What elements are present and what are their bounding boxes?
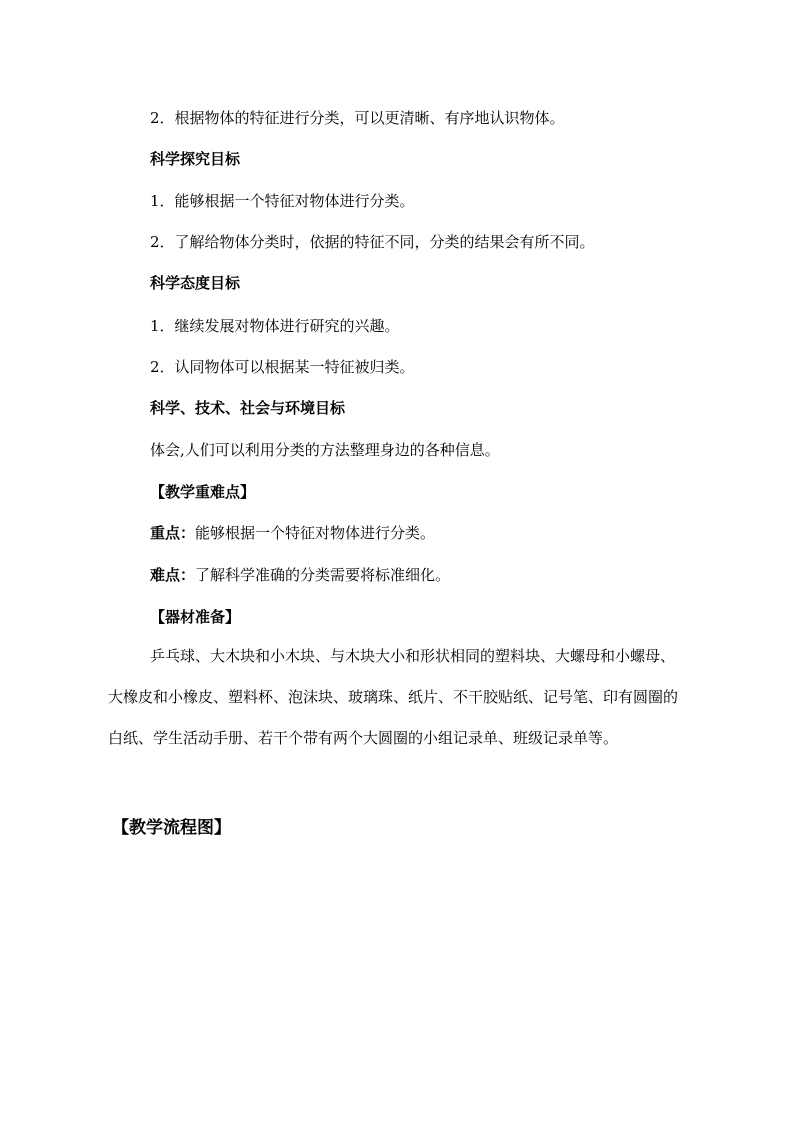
difficult-point-line (150, 565, 450, 585)
difficult-point-text: 了解科学准确的分类需要将标准细化。 (195, 566, 451, 584)
materials-paragraph: 乒乓球、大木块和小木块、与木块大小和形状相同的塑料块、大螺母和小螺母、大橡皮和小橡皮、塑料杯、泡沫块、玻璃珠、纸片、不干胶贴纸、记号笔、印有圆圈的白纸、学生活动手册、若干个带有两个大圆圈的小组记录单、班级记录单等。 (108, 647, 679, 747)
objective-line-2 (150, 108, 565, 128)
section-heading-inquiry (150, 149, 240, 169)
key-point-label: 重点： (150, 524, 196, 542)
section-heading-key-points (150, 482, 255, 502)
section-heading-materials-text: 【器材准备】 (150, 608, 241, 626)
inquiry-line-2 (150, 232, 595, 252)
difficult-point-label: 难点： (150, 566, 196, 584)
section-heading-attitude-text: 科学态度目标 (150, 274, 241, 292)
section-heading-sts-text: 科学、技术、社会与环境目标 (150, 399, 346, 417)
inquiry-line-2-text: 2．了解给物体分类时，依据的特征不同，分类的结果会有所不同。 (150, 233, 595, 251)
section-heading-materials (150, 607, 240, 627)
section-heading-attitude (150, 273, 240, 293)
inquiry-line-1 (150, 191, 415, 211)
sts-line-text: 体会,人们可以利用分类的方法整理身边的各种信息。 (150, 441, 500, 459)
section-heading-key-points-text: 【教学重难点】 (150, 483, 256, 501)
section-heading-inquiry-text: 科学探究目标 (150, 150, 241, 168)
attitude-line-1 (150, 316, 400, 336)
attitude-line-1-text: 1．继续发展对物体进行研究的兴趣。 (150, 317, 400, 335)
key-point-text: 能够根据一个特征对物体进行分类。 (195, 524, 436, 542)
attitude-line-2-text: 2．认同物体可以根据某一特征被归类。 (150, 358, 415, 376)
section-heading-flowchart: 【教学流程图】 (112, 818, 231, 838)
key-point-line (150, 523, 435, 543)
objective-line-2-text: 2．根据物体的特征进行分类，可以更清晰、有序地认识物体。 (150, 109, 565, 127)
section-heading-sts (150, 398, 345, 418)
attitude-line-2 (150, 357, 415, 377)
inquiry-line-1-text: 1．能够根据一个特征对物体进行分类。 (150, 192, 415, 210)
sts-line (150, 440, 500, 460)
